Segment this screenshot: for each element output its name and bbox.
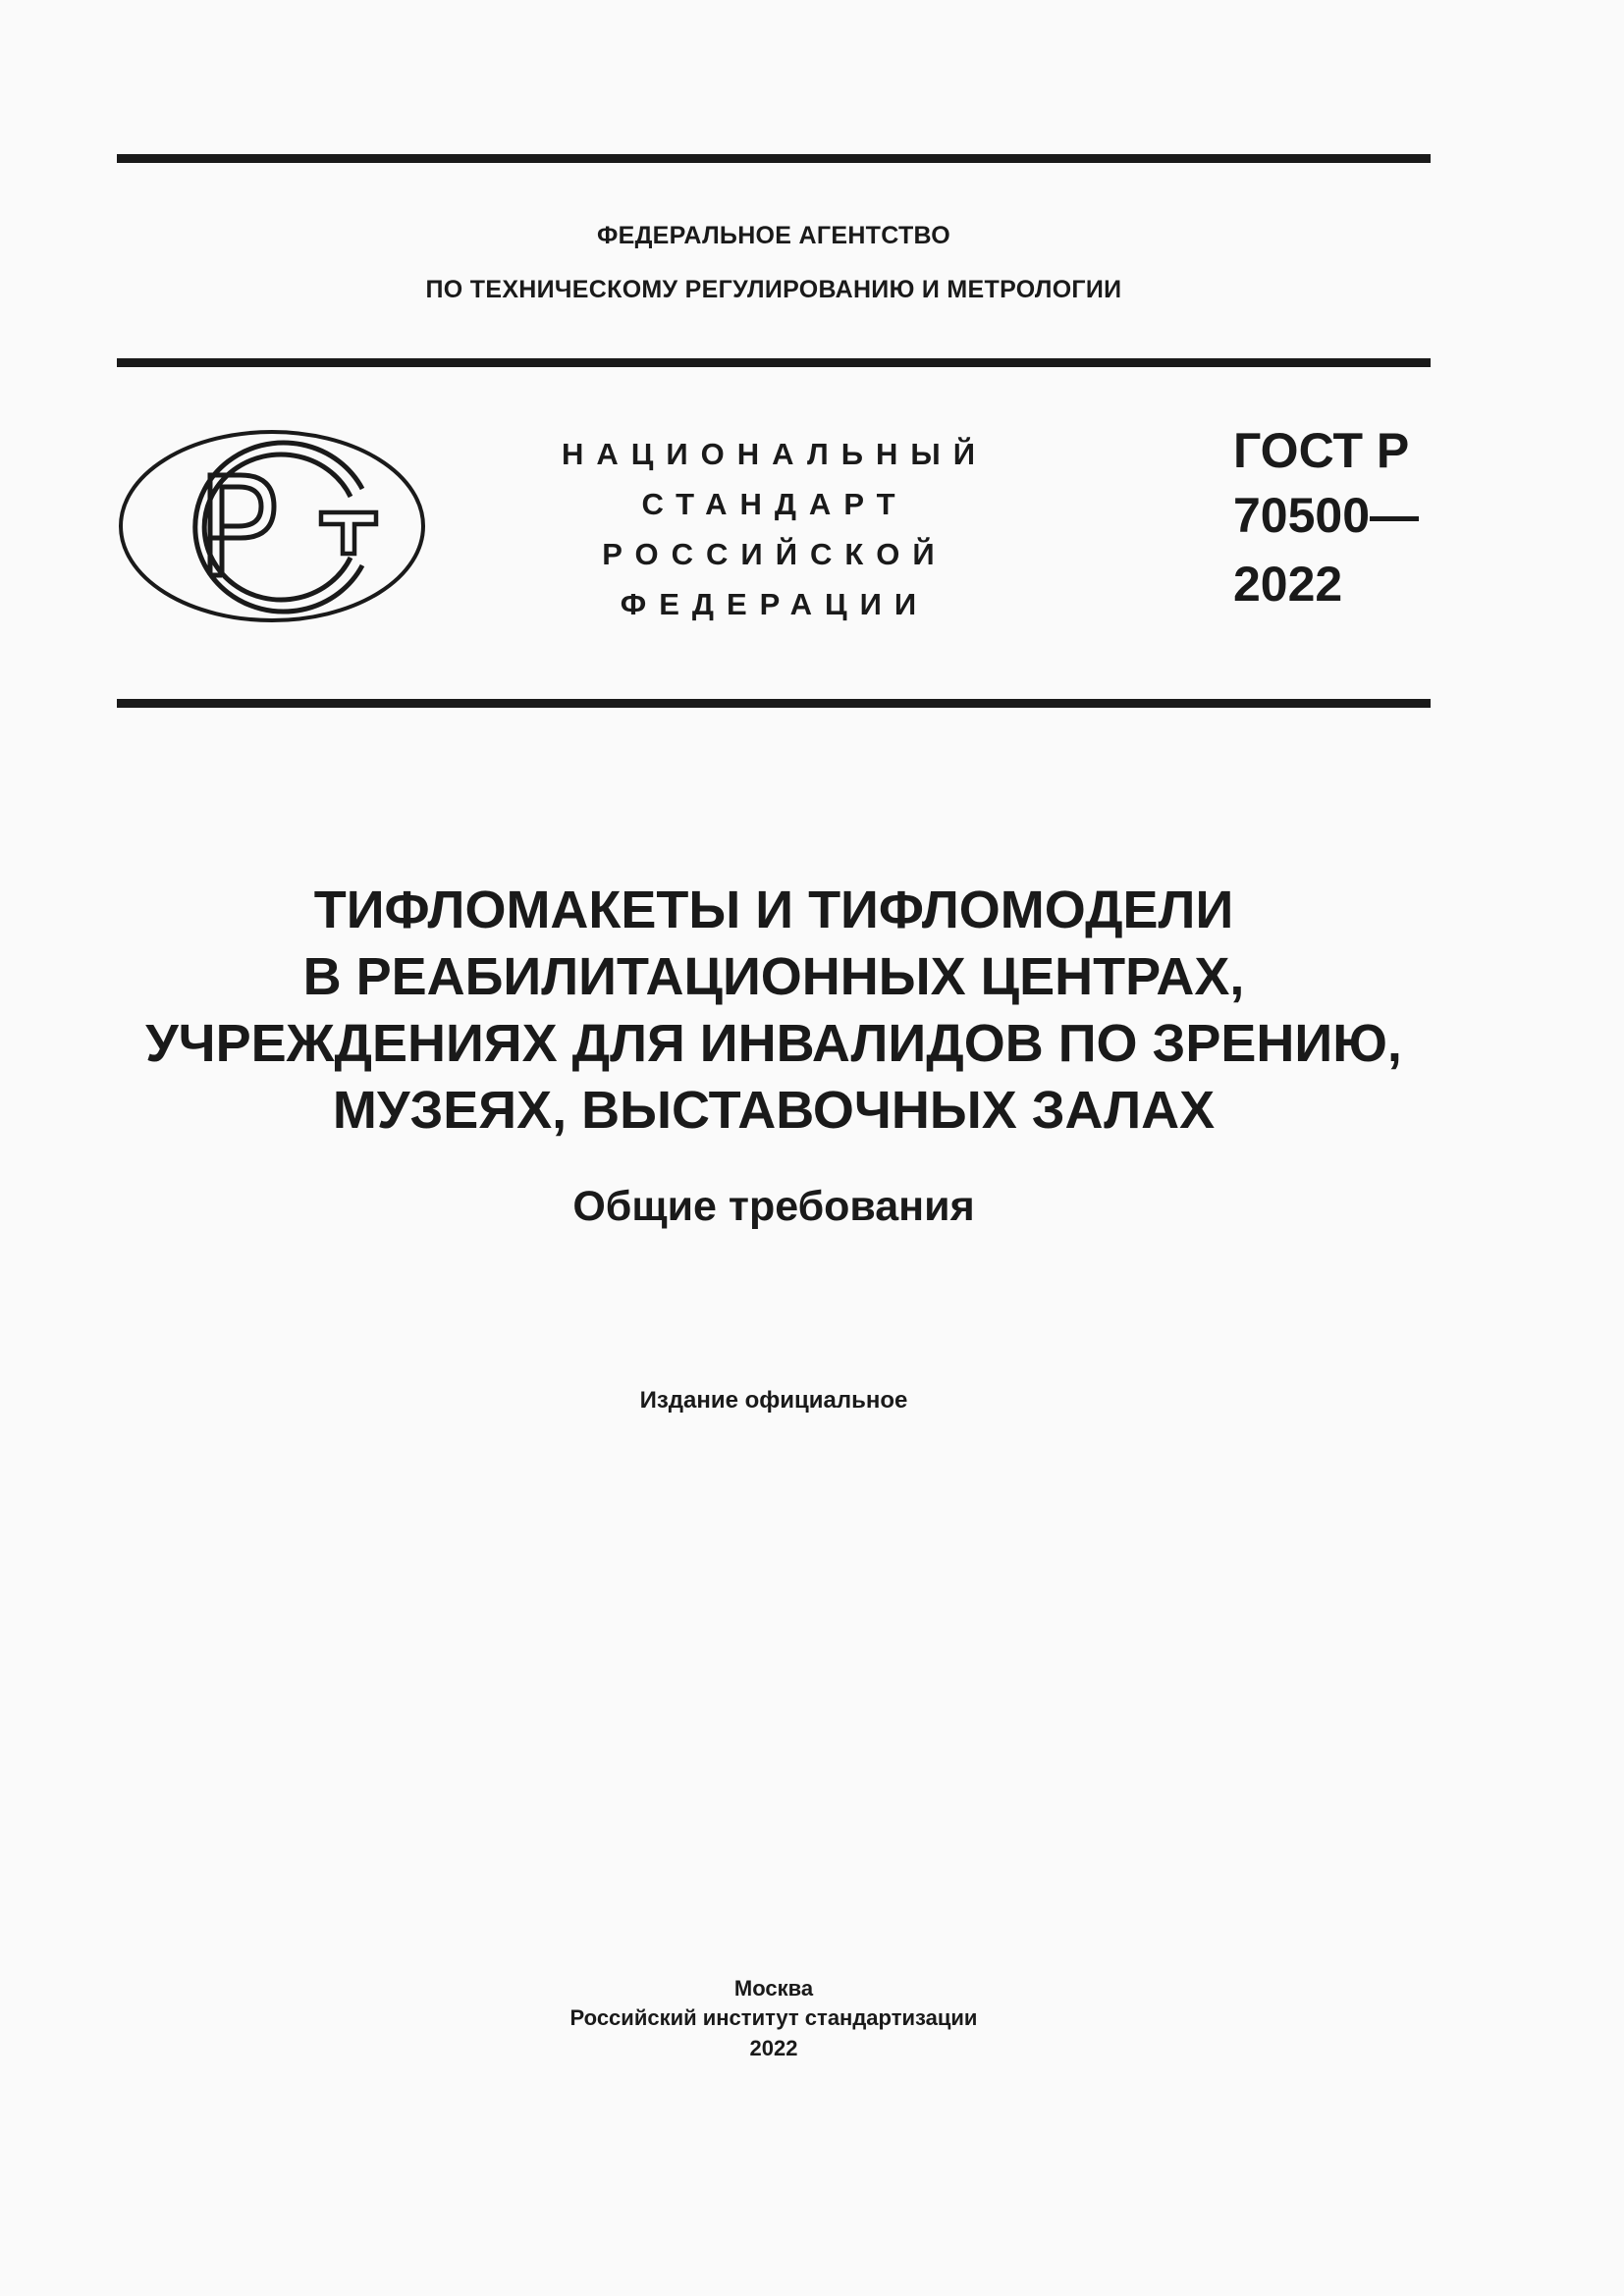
gost-designation-line3: 2022: [1233, 557, 1343, 612]
gost-designation-line2: 70500—: [1233, 488, 1420, 543]
imprint-publisher: Российский институт стандартизации: [569, 2005, 978, 2030]
document-title-line3: УЧРЕЖДЕНИЯХ ДЛЯ ИНВАЛИДОВ ПО ЗРЕНИЮ,: [145, 1014, 1402, 1073]
document-title-line1: ТИФЛОМАКЕТЫ И ТИФЛОМОДЕЛИ: [313, 881, 1234, 939]
agency-name-line2: ПО ТЕХНИЧЕСКОМУ РЕГУЛИРОВАНИЮ И МЕТРОЛОГИИ: [425, 276, 1122, 303]
standard-label-line4: ФЕДЕРАЦИИ: [620, 587, 930, 621]
top-divider: [117, 154, 1431, 163]
edition-note: Издание официальное: [639, 1387, 908, 1414]
agency-name-line1: ФЕДЕРАЛЬНОЕ АГЕНТСТВО: [596, 222, 951, 249]
masthead-bottom-divider: [117, 699, 1431, 708]
imprint-city: Москва: [733, 1976, 814, 2001]
rst-certification-mark-icon: [117, 428, 427, 624]
document-subtitle: Общие требования: [572, 1183, 975, 1230]
document-title-line2: В РЕАБИЛИТАЦИОННЫХ ЦЕНТРАХ,: [302, 947, 1245, 1006]
imprint-year: 2022: [749, 2036, 798, 2060]
standard-label-line2: СТАНДАРТ: [641, 487, 908, 521]
header-divider: [117, 358, 1431, 367]
document-title-line4: МУЗЕЯХ, ВЫСТАВОЧНЫХ ЗАЛАХ: [332, 1081, 1216, 1140]
gost-designation-line1: ГОСТ Р: [1233, 423, 1410, 478]
standard-label-line1: НАЦИОНАЛЬНЫЙ: [561, 437, 989, 471]
standard-label-line3: РОССИЙСКОЙ: [602, 537, 947, 571]
